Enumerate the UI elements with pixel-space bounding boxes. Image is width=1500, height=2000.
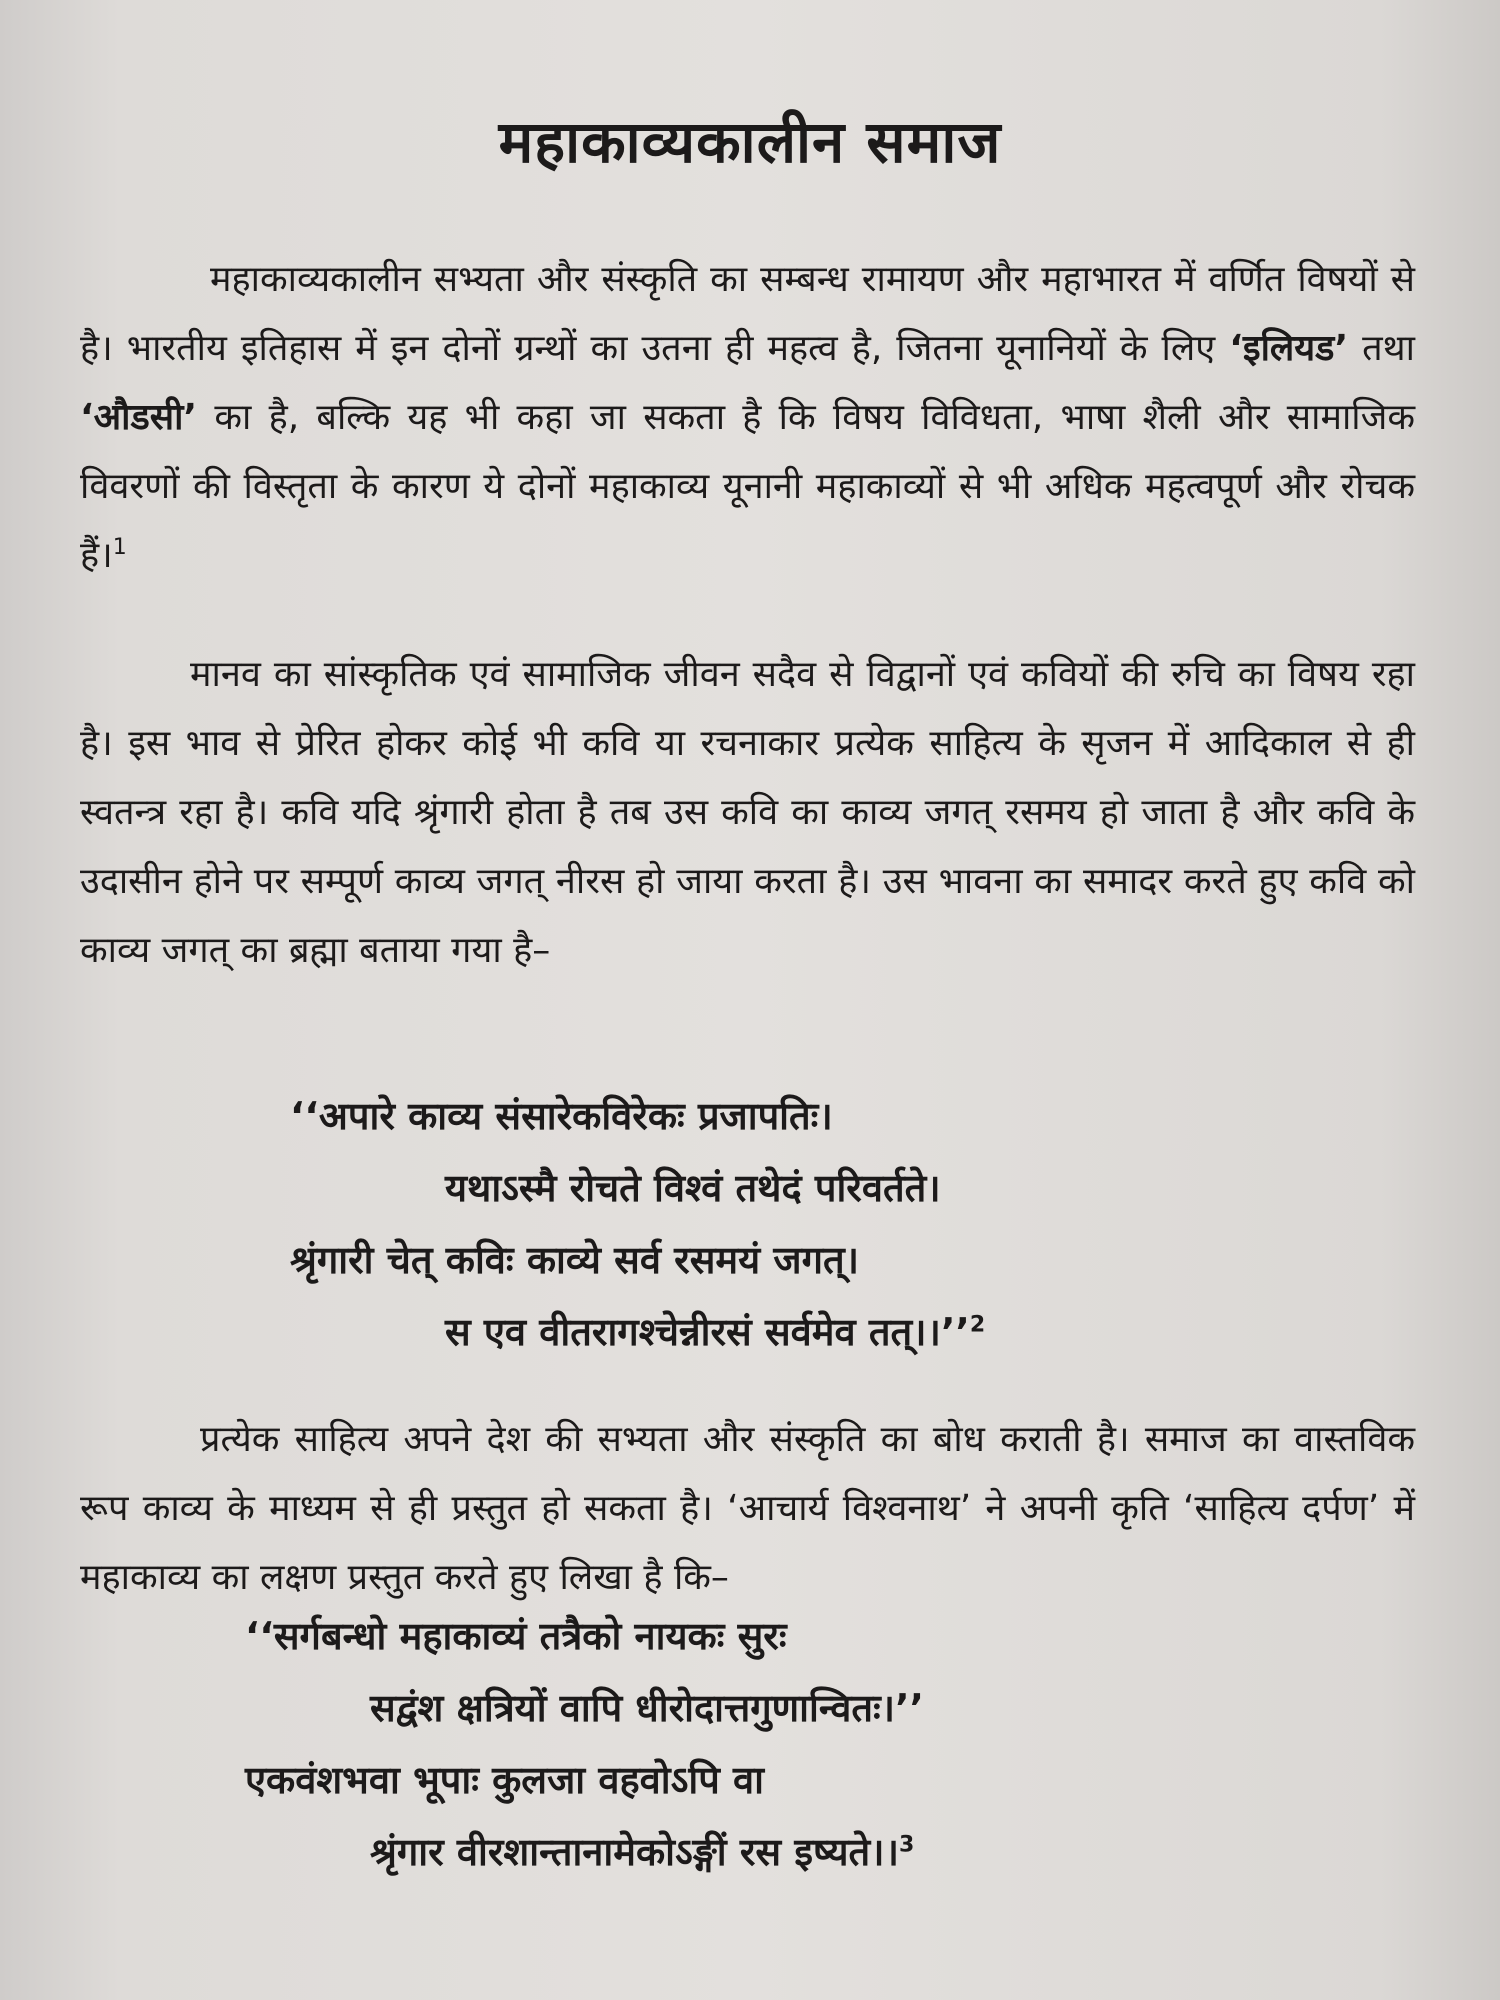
footnote-3: 3 — [898, 1832, 915, 1858]
odyssey-quote: ‘औडसी’ — [80, 397, 198, 438]
verse-1-line-1: ‘‘अपारे काव्य संसारेकविरेकः प्रजापतिः। — [290, 1094, 833, 1138]
p1-text-a: महाकाव्यकालीन सभ्यता और संस्कृति का सम्बन्ध रामायण और महाभारत में वर्णित विषयों से है। भारतीय इतिहास में इन दोनों ग्रन्थों का उतना ही महत्व है, जितना यूनानियों के लिए — [80, 259, 1415, 369]
verse-1-line-4 — [445, 1296, 985, 1368]
paragraph-1 — [80, 245, 1415, 590]
verse-2-line-1: ‘‘सर्गबन्धो महाकाव्यं तत्रैको नायकः सुरः — [245, 1614, 787, 1658]
verse-1-line-2: यथाऽस्मै रोचते विश्वं तथेदं परिवर्तते। — [445, 1166, 941, 1210]
verse-1-line-3: श्रृंगारी चेत् कविः काव्ये सर्व रसमयं जगत्। — [290, 1238, 860, 1282]
verse-2-line-4-text: श्रृंगार वीरशान्तानामेकोऽङ्गीं रस इष्यते।। — [370, 1830, 899, 1874]
paragraph-2: मानव का सांस्कृतिक एवं सामाजिक जीवन सदैव से विद्वानों एवं कवियों की रुचि का विषय रहा है। इस भाव से प्रेरित होकर कोई भी कवि या रचनाकार प्रत्येक साहित्य के सृजन में आदिकाल से ही स्वतन्त्र रहा है। कवि यदि श्रृंगारी होता है तब उस कवि का काव्य जगत् रसमय हो जाता है और कवि के उदासीन होने पर सम्पूर्ण काव्य जगत् नीरस हो जाया करता है। उस भावना का समादर करते हुए कवि को काव्य जगत् का ब्रह्मा बताया गया है– — [80, 654, 1415, 971]
page-title: महाकाव्यकालीन समाज — [498, 108, 1002, 176]
verse-1-line-4-text: स एव वीतरागश्चेन्नीरसं सर्वमेव तत्।।’’ — [445, 1310, 970, 1354]
footnote-2: 2 — [969, 1312, 986, 1338]
p1-text-b: तथा — [1348, 328, 1415, 369]
verse-2-line-3: एकवंशभवा भूपाः कुलजा वहवोऽपि वा — [245, 1758, 764, 1802]
verse-2-line-2: सद्वंश क्षत्रियों वापि धीरोदात्तगुणान्वितः।’’ — [370, 1686, 924, 1730]
paragraph-3: प्रत्येक साहित्य अपने देश की सभ्यता और संस्कृति का बोध कराती है। समाज का वास्तविक रूप काव्य के माध्यम से ही प्रस्तुत हो सकता है। ‘आचार्य विश्वनाथ’ ने अपनी कृति ‘साहित्य दर्पण’ में महाकाव्य का लक्षण प्रस्तुत करते हुए लिखा है कि– — [80, 1419, 1415, 1598]
verse-2-line-4 — [370, 1816, 914, 1888]
footnote-1: 1 — [112, 535, 127, 560]
iliad-quote: ‘इलियड’ — [1229, 328, 1349, 369]
p1-text-c: का है, बल्कि यह भी कहा जा सकता है कि विषय विविधता, भाषा शैली और सामाजिक विवरणों की विस्तृता के कारण ये दोनों महाकाव्य यूनानी महाकाव्यों से भी अधिक महत्वपूर्ण और रोचक हैं। — [80, 397, 1415, 576]
